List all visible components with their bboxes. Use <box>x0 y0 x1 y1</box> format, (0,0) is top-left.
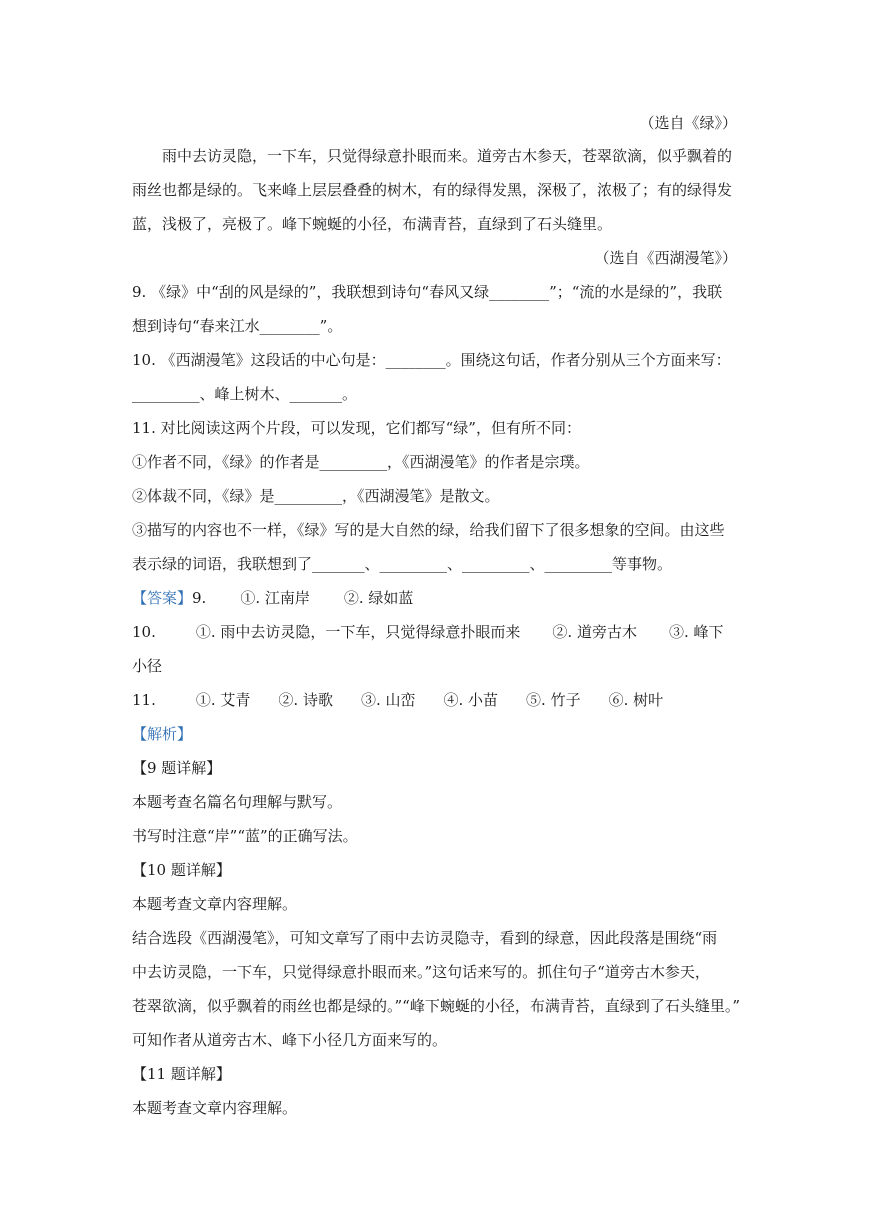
answer-9-item-1: ①. 江南岸 <box>240 589 310 607</box>
analysis-10-line-5: 可知作者从道旁古木、峰下小径几方面来写的。 <box>132 1031 448 1049</box>
answer-11-item-4: ④. 小苗 <box>443 691 499 709</box>
analysis-10-line-4: 苍翠欲滴，似乎飘着的雨丝也都是绿的。”“峰下蜿蜒的小径，布满青苔，直绿到了石头缝里。” <box>132 997 741 1015</box>
analysis-10-title: 【10 题详解】 <box>132 861 231 879</box>
question-9-line-1: 9. 《绿》中“刮的风是绿的”，我联想到诗句“春风又绿________”；“流的水是绿的”，我联 <box>132 283 723 301</box>
answer-line-10 <box>132 622 740 642</box>
answer-label: 【答案】 <box>132 589 193 607</box>
answer-11-item-2: ②. 诗歌 <box>278 691 333 709</box>
analysis-11-line-1: 本题考查文章内容理解。 <box>132 1099 298 1117</box>
answer-11-item-3: ③. 山峦 <box>360 691 416 709</box>
analysis-label: 【解析】 <box>132 725 193 743</box>
passage-line-2: 雨丝也都是绿的。飞来峰上层层叠叠的树木，有的绿得发黑，深极了，浓极了；有的绿得发 <box>132 181 733 199</box>
answer-11-number: 11. <box>132 691 156 709</box>
question-11-line-2: ①作者不同，《绿》的作者是_________，《西湖漫笔》的作者是宗璞。 <box>132 453 590 471</box>
answer-11-item-6: ⑥. 树叶 <box>608 691 664 709</box>
question-10-line-1: 10. 《西湖漫笔》这段话的中心句是：________。围绕这句话，作者分别从三个方面来写： <box>132 351 731 369</box>
answer-10-continued: 小径 <box>132 657 163 675</box>
source-lv: （选自《绿》） <box>639 114 737 132</box>
source-xihu: （选自《西湖漫笔》） <box>594 249 737 267</box>
answer-11-item-1: ①. 艾青 <box>195 691 251 709</box>
answer-line-9 <box>132 588 740 608</box>
answer-11-item-5: ⑤. 竹子 <box>526 691 581 709</box>
answer-9-number: 9. <box>192 589 207 607</box>
analysis-10-line-1: 本题考查文章内容理解。 <box>132 895 298 913</box>
answer-10-item-1: ①. 雨中去访灵隐，一下车，只觉得绿意扑眼而来 <box>195 623 521 641</box>
passage-line-1: 雨中去访灵隐，一下车，只觉得绿意扑眼而来。道旁古木参天，苍翠欲滴，似乎飘着的 <box>162 147 733 165</box>
answer-9-item-2: ②. 绿如蓝 <box>343 589 414 607</box>
question-11-line-5: 表示绿的词语，我联想到了_______、_________、_________、_________等事物。 <box>132 555 673 573</box>
analysis-9-line-2: 书写时注意“岸”“蓝”的正确写法。 <box>132 827 358 845</box>
question-9-line-2: 想到诗句“春来江水________”。 <box>132 317 343 335</box>
question-10-line-2: _________、峰上树木、_______。 <box>132 385 358 403</box>
analysis-10-line-2: 结合选段《西湖漫笔》，可知文章写了雨中去访灵隐寺，看到的绿意，因此段落是围绕“雨 <box>132 929 718 947</box>
question-11-line-1: 11. 对比阅读这两个片段，可以发现，它们都写“绿”，但有所不同： <box>132 419 581 437</box>
analysis-11-title: 【11 题详解】 <box>132 1065 231 1083</box>
answer-10-item-3: ③. 峰下 <box>668 623 724 641</box>
answer-10-number: 10. <box>132 623 156 641</box>
analysis-9-line-1: 本题考查名篇名句理解与默写。 <box>132 793 343 811</box>
question-11-line-4: ③描写的内容也不一样，《绿》写的是大自然的绿，给我们留下了很多想象的空间。由这些 <box>132 521 725 539</box>
question-11-line-3: ②体裁不同，《绿》是_________，《西湖漫笔》是散文。 <box>132 487 500 505</box>
answer-line-11 <box>132 690 740 710</box>
passage-line-3: 蓝，浅极了，亮极了。峰下蜿蜒的小径，布满青苔，直绿到了石头缝里。 <box>132 215 613 233</box>
analysis-9-title: 【9 题详解】 <box>132 759 222 777</box>
answer-10-item-2: ②. 道旁古木 <box>552 623 637 641</box>
analysis-10-line-3: 中去访灵隐，一下车，只觉得绿意扑眼而来。”这句话来写的。抓住句子“道旁古木参天， <box>132 963 710 981</box>
